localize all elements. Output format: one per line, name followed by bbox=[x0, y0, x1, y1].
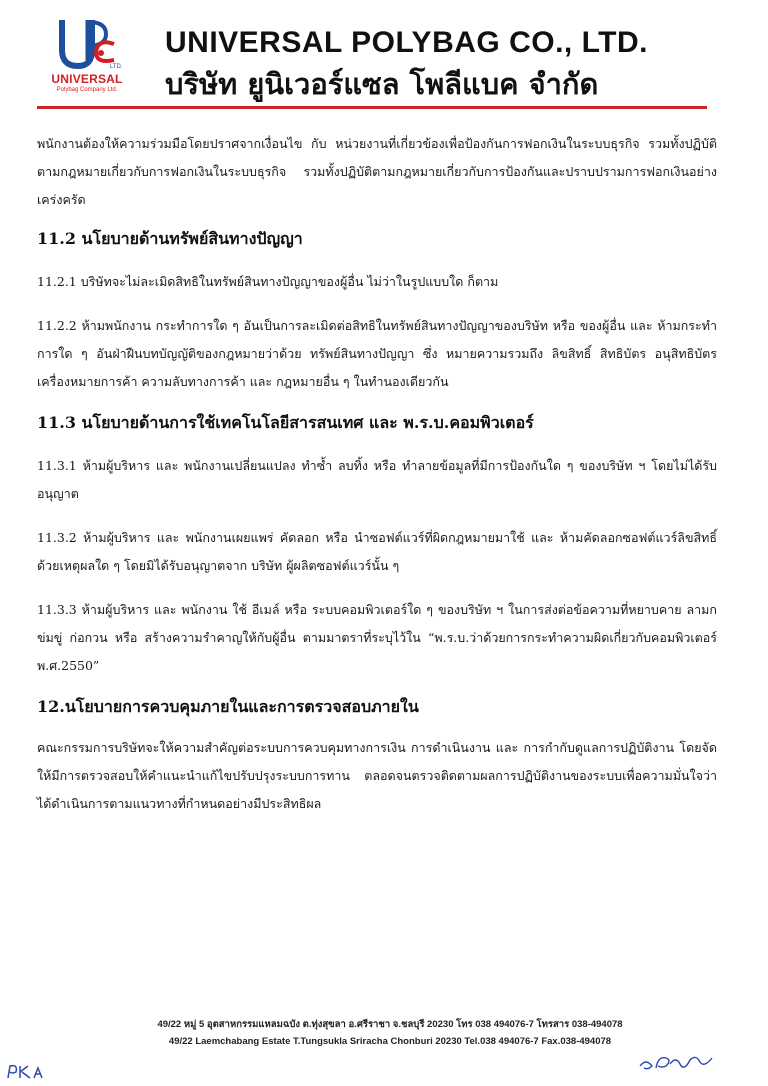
paragraph-12: คณะกรรมการบริษัทจะให้ความสำคัญต่อระบบการควบคุมทางการเงิน การดำเนินงาน และ การกำกับดูแลการปฏิบัติงาน โดยจัดให้มีการตรวจสอบให้คำแนะนำแก้ไขปรับปรุงระบบการทาน ตลอดจนตรวจติดตามผลการปฏิบัติงานของระบบเพื่อความมั่นใจว่าได้ดำเนินการตามแนวทางที่กำหนดอย่างมีประสิทธิผล bbox=[37, 740, 717, 811]
footer-address-thai: 49/22 หมู่ 5 อุตสาหกรรมแหลมฉบัง ต.ทุ่งสุขลา อ.ศรีราชา จ.ชลบุรี 20230 โทร 038 494076-7 โทรสาร 038-494078 bbox=[157, 1019, 623, 1030]
company-logo bbox=[48, 16, 126, 98]
logo-ltd-text: LTD. bbox=[110, 64, 123, 70]
footer-address-english: 49/22 Laemchabang Estate T.Tungsukla Sriracha Chonburi 20230 Tel.038 494076-7 Fax.038-494078 bbox=[168, 1036, 612, 1047]
upc-logo-mark bbox=[48, 16, 126, 72]
paragraph-11-3-1: 11.3.1 ห้ามผู้บริหาร และ พนักงานเปลี่ยนแปลง ทำซ้ำ ลบทิ้ง หรือ ทำลายข้อมูลที่มีการป้องกันใด ๆ ของบริษัท ฯ โดยไม่ได้รับอนุญาต bbox=[37, 458, 717, 501]
handwritten-signature bbox=[636, 1048, 716, 1076]
paragraph-11-3-3: 11.3.3 ห้ามผู้บริหาร และ พนักงาน ใช้ อีเมล์ หรือ ระบบคอมพิวเตอร์ใด ๆ ของบริษัท ฯ ในการส่งต่อข้อความที่หยาบคาย ลามก ข่มขู่ ก่อกวน หรือ สร้างความรำคาญให้กับผู้อื่น ตามมาตราที่ระบุไว้ใน “พ.ร.บ.ว่าด้วยการกระทำความผิดเกี่ยวกับคอมพิวเตอร์ พ.ศ.2550” bbox=[37, 602, 717, 673]
logo-wordmark: UNIVERSAL bbox=[51, 72, 123, 86]
paragraph-11-2-2: 11.2.2 ห้ามพนักงาน กระทำการใด ๆ อันเป็นการละเมิดต่อสิทธิในทรัพย์สินทางปัญญาของบริษัท หรือ ของผู้อื่น และ ห้ามกระทำการใด ๆ อันฝ่าฝืนบทบัญญัติของกฎหมายว่าด้วย ทรัพย์สินทางปัญญา ซึ่ง หมายความรวมถึง ลิขสิทธิ์ สิทธิบัตร อนุสิทธิบัตร เครื่องหมายการค้า ความลับทางการค้า และ กฎหมายอื่น ๆ ในทำนองเดียวกัน bbox=[37, 318, 717, 389]
company-name-thai: บริษัท ยูนิเวอร์แซล โพลีแบค จำกัด bbox=[165, 67, 599, 101]
paragraph-11-2-1: 11.2.1 บริษัทจะไม่ละเมิดสิทธิในทรัพย์สินทางปัญญาของผู้อื่น ไม่ว่าในรูปแบบใด ก็ตาม bbox=[37, 274, 499, 289]
heading-11-3: 11.3 นโยบายด้านการใช้เทคโนโลยีสารสนเทศ และ พ.ร.บ.คอมพิวเตอร์ bbox=[37, 413, 534, 432]
document-body bbox=[37, 130, 717, 818]
logo-subtitle: Polybag Company Ltd. bbox=[56, 87, 118, 93]
initials-signature bbox=[4, 1060, 46, 1084]
intro-paragraph: พนักงานต้องให้ความร่วมมือโดยปราศจากเงื่อนไข กับ หน่วยงานที่เกี่ยวข้องเพื่อป้องกันการฟอกเงินในระบบธุรกิจ รวมทั้งปฏิบัติตามกฎหมายเกี่ยวกับการฟอกเงินในระบบธุรกิจ รวมทั้งปฏิบัติตามกฎหมายเกี่ยวกับการป้องกันและปราบปรามการฟอกเงินอย่างเคร่งครัด bbox=[37, 136, 717, 207]
company-name-english: UNIVERSAL POLYBAG CO., LTD. bbox=[165, 26, 648, 59]
heading-12: 12.นโยบายการควบคุมภายในและการตรวจสอบภายใน bbox=[37, 697, 419, 716]
header-rule bbox=[37, 106, 707, 109]
letterhead bbox=[0, 0, 768, 115]
heading-11-2: 11.2 นโยบายด้านทรัพย์สินทางปัญญา bbox=[37, 229, 303, 248]
paragraph-11-3-2: 11.3.2 ห้ามผู้บริหาร และ พนักงานเผยแพร่ คัดลอก หรือ นำซอฟต์แวร์ที่ผิดกฎหมายมาใช้ และ ห้ามคัดลอกซอฟต์แวร์ลิขสิทธิ์ด้วยเหตุผลใด ๆ โดยมิได้รับอนุญาตจาก บริษัท ผู้ผลิตซอฟต์แวร์นั้น ๆ bbox=[37, 530, 717, 573]
